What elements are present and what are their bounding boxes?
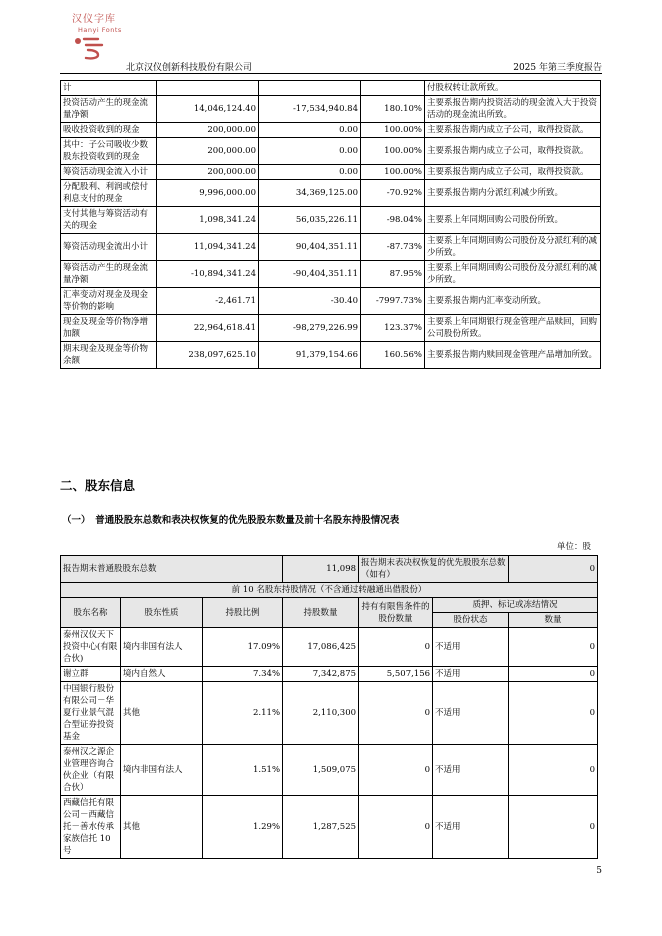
change-reason: 主要系上年同期回购公司股份及分派红利的减少所致。 (425, 261, 601, 288)
restricted-qty: 0 (359, 796, 433, 859)
holding-ratio: 1.51% (203, 745, 283, 796)
shareholder-table (60, 555, 598, 859)
holding-ratio: 2.11% (203, 682, 283, 745)
cashflow-item: 计 (61, 81, 157, 96)
prior-value: 0.00 (259, 165, 361, 180)
shareholder-row (61, 628, 598, 667)
cashflow-item: 现金及现金等价物净增加额 (61, 315, 157, 342)
holding-ratio: 7.34% (203, 667, 283, 682)
section-title: 二、股东信息 (60, 478, 136, 493)
shareholder-name: 谢立群 (61, 667, 121, 682)
current-value: 22,964,618.41 (157, 315, 259, 342)
col-pledge: 质押、标记或冻结情况 (433, 598, 598, 613)
current-value: -10,894,341.24 (157, 261, 259, 288)
current-value: 200,000.00 (157, 123, 259, 138)
pledge-status: 不适用 (433, 682, 509, 745)
col-restricted: 持有有限售条件的股份数量 (359, 598, 433, 628)
cashflow-item: 支付其他与筹资活动有关的现金 (61, 207, 157, 234)
restricted-qty: 0 (359, 745, 433, 796)
prior-value: 0.00 (259, 123, 361, 138)
cashflow-row (61, 342, 601, 369)
cashflow-row (61, 81, 601, 96)
change-pct: -7997.73% (361, 288, 425, 315)
change-reason: 主要系上年同期回购公司股份及分派红利的减少所致。 (425, 234, 601, 261)
pledge-status: 不适用 (433, 667, 509, 682)
current-value: -2,461.71 (157, 288, 259, 315)
pledge-status: 不适用 (433, 745, 509, 796)
header-row-1 (61, 598, 598, 613)
logo-en-text: Hanyi Fonts (78, 26, 122, 34)
cashflow-table (60, 80, 601, 369)
cashflow-row (61, 207, 601, 234)
col-qty: 持股数量 (283, 598, 359, 628)
shareholder-row (61, 745, 598, 796)
change-reason: 主要系上年同期银行现金管理产品赎回，回购公司股份所致。 (425, 315, 601, 342)
header-report-title: 2025 年第三季度报告 (513, 63, 602, 73)
holding-qty: 7,342,875 (283, 667, 359, 682)
cashflow-item: 吸收投资收到的现金 (61, 123, 157, 138)
pledge-count: 0 (509, 796, 598, 859)
cashflow-row (61, 288, 601, 315)
col-status: 股份状态 (433, 613, 509, 628)
top10-title: 前 10 名股东持股情况（不含通过转融通出借股份） (61, 583, 598, 598)
current-value: 11,094,341.24 (157, 234, 259, 261)
pref-value: 0 (509, 556, 598, 583)
cashflow-row (61, 123, 601, 138)
shareholder-name: 西藏信托有限公司－西藏信托－善水传承家族信托 10 号 (61, 796, 121, 859)
change-reason: 主要系报告期内分派红利减少所致。 (425, 180, 601, 207)
current-value (157, 81, 259, 96)
prior-value: 34,369,125.00 (259, 180, 361, 207)
change-reason: 主要系报告期内成立子公司，取得投资款。 (425, 123, 601, 138)
shareholder-row (61, 667, 598, 682)
change-reason: 主要系上年同期回购公司股份所致。 (425, 207, 601, 234)
pref-label: 报告期末表决权恢复的优先股股东总数（如有） (359, 556, 509, 583)
shareholder-name: 中国银行股份有限公司－华夏行业景气混合型证券投资基金 (61, 682, 121, 745)
col-name: 股东名称 (61, 598, 121, 628)
holding-qty: 1,287,525 (283, 796, 359, 859)
change-reason: 主要系报告期内投资活动的现金流入大于投资活动的现金流出所致。 (425, 96, 601, 123)
cashflow-item: 汇率变动对现金及现金等价物的影响 (61, 288, 157, 315)
current-value: 9,996,000.00 (157, 180, 259, 207)
shareholder-row (61, 796, 598, 859)
holding-ratio: 1.29% (203, 796, 283, 859)
col-count: 数量 (509, 613, 598, 628)
restricted-qty: 5,507,156 (359, 667, 433, 682)
pledge-status: 不适用 (433, 796, 509, 859)
header-divider (60, 73, 602, 74)
change-pct: -87.73% (361, 234, 425, 261)
change-pct: 180.10% (361, 96, 425, 123)
cashflow-item: 筹资活动产生的现金流量净额 (61, 261, 157, 288)
change-pct: 160.56% (361, 342, 425, 369)
prior-value: -90,404,351.11 (259, 261, 361, 288)
restricted-qty: 0 (359, 682, 433, 745)
total-value: 11,098 (283, 556, 359, 583)
shareholder-name: 泰州汉仪天下投资中心(有限合伙) (61, 628, 121, 667)
change-reason: 主要系报告期内成立子公司，取得投资款。 (425, 165, 601, 180)
current-value: 200,000.00 (157, 138, 259, 165)
shareholder-name: 泰州汉之源企业管理咨询合伙企业（有限合伙） (61, 745, 121, 796)
cashflow-item: 其中：子公司吸收少数股东投资收到的现金 (61, 138, 157, 165)
shareholder-nature: 其他 (121, 796, 203, 859)
cashflow-item: 期末现金及现金等价物余额 (61, 342, 157, 369)
prior-value: 0.00 (259, 138, 361, 165)
change-pct: 100.00% (361, 123, 425, 138)
change-pct: 100.00% (361, 165, 425, 180)
pledge-status: 不适用 (433, 628, 509, 667)
shareholder-row (61, 682, 598, 745)
cashflow-item: 分配股利、利润或偿付利息支付的现金 (61, 180, 157, 207)
change-pct: 87.95% (361, 261, 425, 288)
change-reason: 主要系报告期内汇率变动所致。 (425, 288, 601, 315)
cashflow-row (61, 261, 601, 288)
holding-ratio: 17.09% (203, 628, 283, 667)
cashflow-item: 筹资活动现金流入小计 (61, 165, 157, 180)
pledge-count: 0 (509, 682, 598, 745)
holding-qty: 2,110,300 (283, 682, 359, 745)
pledge-count: 0 (509, 745, 598, 796)
change-reason: 主要系报告期内成立子公司，取得投资款。 (425, 138, 601, 165)
change-pct (361, 81, 425, 96)
cashflow-item: 投资活动产生的现金流量净额 (61, 96, 157, 123)
prior-value: 91,379,154.66 (259, 342, 361, 369)
col-nature: 股东性质 (121, 598, 203, 628)
shareholder-nature: 境内自然人 (121, 667, 203, 682)
current-value: 238,097,625.10 (157, 342, 259, 369)
change-pct: -70.92% (361, 180, 425, 207)
unit-label: 单位：股 (556, 542, 591, 552)
cashflow-item: 筹资活动现金流出小计 (61, 234, 157, 261)
prior-value: -98,279,226.99 (259, 315, 361, 342)
shareholder-nature: 其他 (121, 682, 203, 745)
holding-qty: 1,509,075 (283, 745, 359, 796)
change-reason: 主要系报告期内赎回现金管理产品增加所致。 (425, 342, 601, 369)
company-logo (72, 10, 152, 66)
pledge-count: 0 (509, 628, 598, 667)
page-number: 5 (596, 866, 602, 876)
logo-mark-icon (74, 36, 108, 60)
prior-value: -17,534,940.84 (259, 96, 361, 123)
change-pct: 100.00% (361, 138, 425, 165)
cashflow-row (61, 165, 601, 180)
cashflow-row (61, 234, 601, 261)
total-label: 报告期末普通股股东总数 (61, 556, 283, 583)
current-value: 14,046,124.40 (157, 96, 259, 123)
prior-value: 56,035,226.11 (259, 207, 361, 234)
current-value: 200,000.00 (157, 165, 259, 180)
logo-cn-text: 汉仪字库 (72, 14, 116, 25)
holding-qty: 17,086,425 (283, 628, 359, 667)
col-ratio: 持股比例 (203, 598, 283, 628)
shareholder-nature: 境内非国有法人 (121, 628, 203, 667)
cashflow-row (61, 138, 601, 165)
restricted-qty: 0 (359, 628, 433, 667)
cashflow-row (61, 315, 601, 342)
prior-value: -30.40 (259, 288, 361, 315)
cashflow-row (61, 180, 601, 207)
current-value: 1,098,341.24 (157, 207, 259, 234)
change-reason: 付股权转让款所致。 (425, 81, 601, 96)
shareholder-total-row (61, 556, 598, 583)
prior-value: 90,404,351.11 (259, 234, 361, 261)
header-company: 北京汉仪创新科技股份有限公司 (126, 63, 253, 73)
pledge-count: 0 (509, 667, 598, 682)
subsection-title: （一） 普通股股东总数和表决权恢复的优先股股东数量及前十名股东持股情况表 (62, 515, 400, 526)
top10-title-row (61, 583, 598, 598)
shareholder-nature: 境内非国有法人 (121, 745, 203, 796)
change-pct: 123.37% (361, 315, 425, 342)
cashflow-row (61, 96, 601, 123)
prior-value (259, 81, 361, 96)
change-pct: -98.04% (361, 207, 425, 234)
